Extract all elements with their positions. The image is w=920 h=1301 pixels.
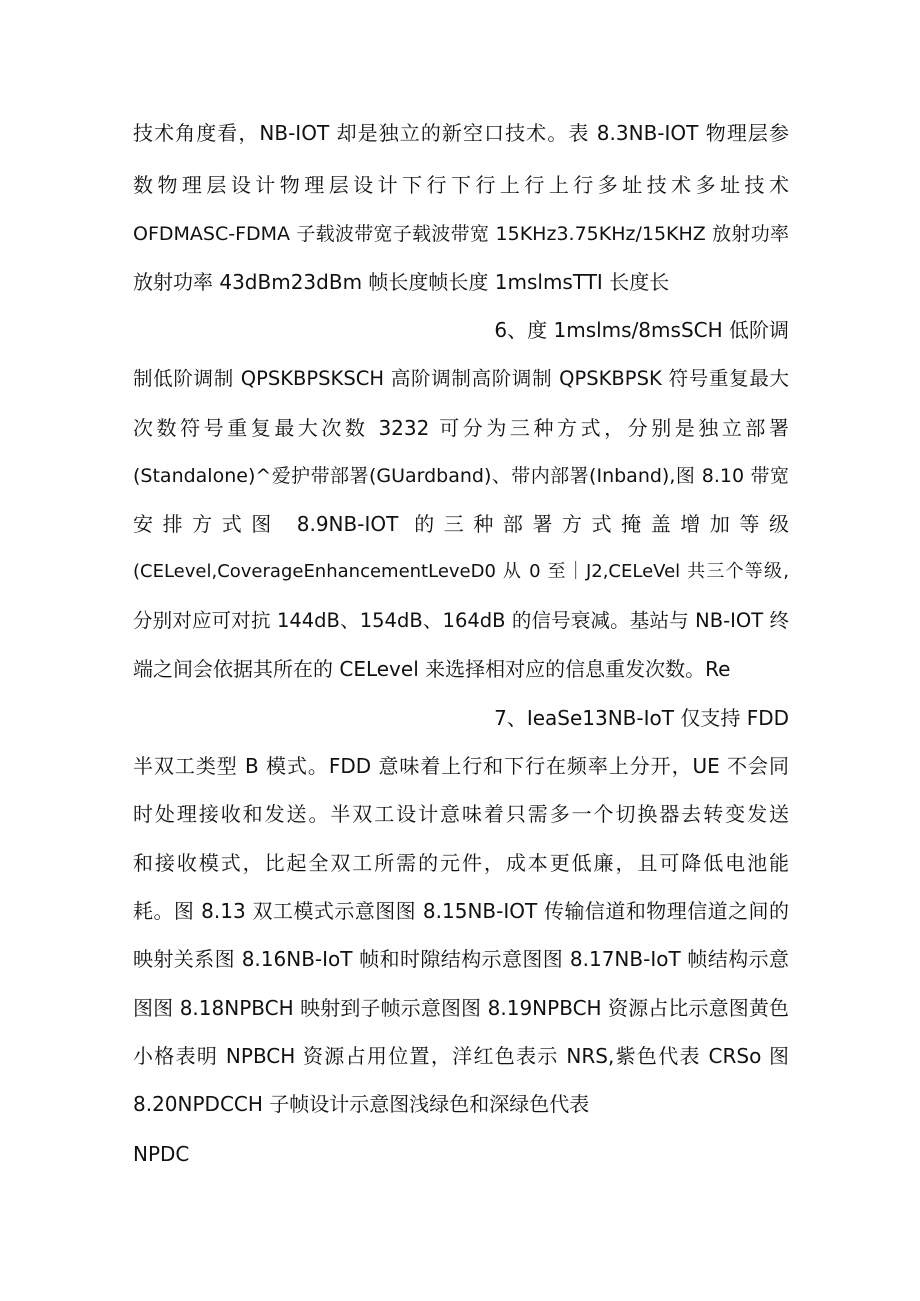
text-line-7: 次数符号重复最大次数 3232 可分为三种方式，分别是独立部署 xyxy=(133,416,789,440)
text-line-5: 6、度 1mslms/8msSCH 低阶调 xyxy=(494,318,789,342)
text-line-3: OFDMASC-FDMA 子载波带宽子载波带宽 15KHz3.75KHz/15KHZ 放射功率 xyxy=(133,223,789,245)
text-line-13: 7、IeaSe13NB-IoT 仅支持 FDD xyxy=(494,706,789,730)
text-line-2: 数物理层设计物理层设计下行下行上行上行多址技术多址技术 xyxy=(133,173,789,197)
text-line-22: NPDC xyxy=(133,1142,190,1166)
text-line-17: 耗。图 8.13 双工模式示意图图 8.15NB-IOT 传输信道和物理信道之间的 xyxy=(133,899,789,923)
text-line-15: 时处理接收和发送。半双工设计意味着只需多一个切换器去转变发送 xyxy=(133,802,789,826)
text-line-6: 制低阶调制 QPSKBPSKSCH 高阶调制高阶调制 QPSKBPSK 符号重复最大 xyxy=(133,367,789,390)
text-line-1: 技术角度看，NB-IOT 却是独立的新空口技术。表 8.3NB-IOT 物理层参 xyxy=(133,121,789,145)
text-line-10: (CELevel,CoverageEnhancementLeveD0 从 0 至｜J2,CELeVel 共三个等级, xyxy=(133,561,789,582)
text-line-4: 放射功率 43dBm23dBm 帧长度帧长度 1mslmsTTI 长度长 xyxy=(133,270,670,294)
text-line-16: 和接收模式，比起全双工所需的元件，成本更低廉，且可降低电池能 xyxy=(133,851,789,875)
text-line-20: 小格表明 NPBCH 资源占用位置，洋红色表示 NRS,紫色代表 CRSo 图 xyxy=(133,1044,789,1068)
text-line-8: (Standalone)^爱护带部署(GUardband)、带内部署(Inband),图 8.10 带宽 xyxy=(133,465,789,487)
text-line-14: 半双工类型 B 模式。FDD 意味着上行和下行在频率上分开，UE 不会同 xyxy=(133,754,789,778)
text-line-18: 映射关系图 8.16NB-IoT 帧和时隙结构示意图图 8.17NB-IoT 帧结构示意 xyxy=(133,947,789,971)
text-line-12: 端之间会依据其所在的 CELevel 来选择相对应的信息重发次数。Re xyxy=(133,657,731,681)
text-line-11: 分别对应可对抗 144dB、154dB、164dB 的信号衰减。基站与 NB-IOT 终 xyxy=(133,609,789,632)
text-line-9: 安排方式图 8.9NB-IOT 的三种部署方式掩盖增加等级 xyxy=(133,512,789,536)
text-line-19: 图图 8.18NPBCH 映射到子帧示意图图 8.19NPBCH 资源占比示意图黄色 xyxy=(133,996,789,1020)
text-line-21: 8.20NPDCCH 子帧设计示意图浅绿色和深绿色代表 xyxy=(133,1092,590,1116)
